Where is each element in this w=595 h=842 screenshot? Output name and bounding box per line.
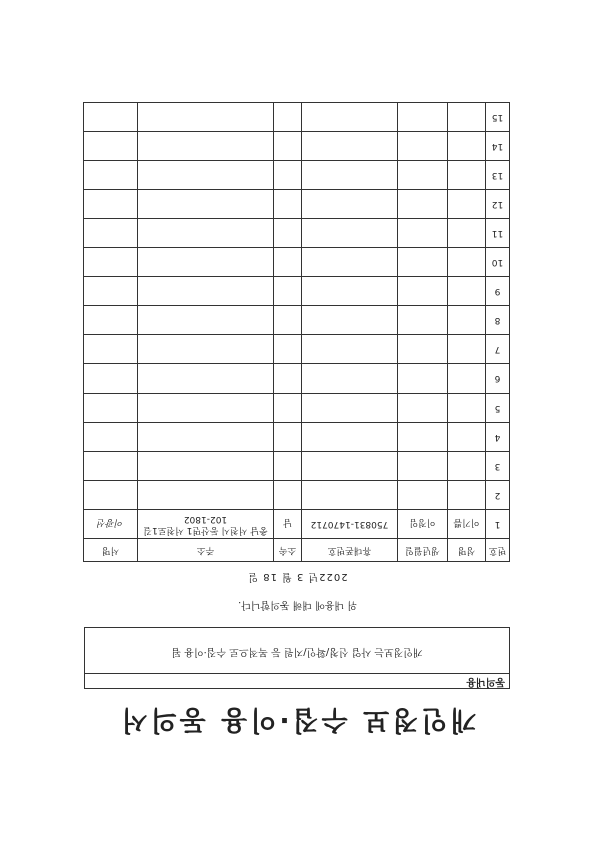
row-name — [448, 160, 486, 189]
row-name — [448, 248, 486, 277]
row-number: 8 — [486, 306, 510, 335]
row-phone — [302, 248, 398, 277]
row-phone — [302, 189, 398, 218]
row-signature — [84, 189, 138, 218]
row-name: 이기쁨 — [448, 509, 486, 538]
row-address — [138, 364, 274, 393]
row-name — [448, 393, 486, 422]
row-phone — [302, 451, 398, 480]
row-org — [274, 248, 302, 277]
row-birth — [398, 277, 448, 306]
row-phone — [302, 218, 398, 247]
table-row — [84, 189, 510, 218]
row-birth — [398, 451, 448, 480]
table-header-row — [84, 539, 510, 562]
table-row — [84, 248, 510, 277]
row-phone — [302, 393, 398, 422]
row-address — [138, 102, 274, 131]
table-row — [84, 277, 510, 306]
row-address — [138, 306, 274, 335]
row-signature — [84, 393, 138, 422]
row-org: 남 — [274, 509, 302, 538]
row-address — [138, 422, 274, 451]
row-number: 7 — [486, 335, 510, 364]
row-signature — [84, 277, 138, 306]
row-birth: 이정임 — [398, 509, 448, 538]
table-row — [84, 393, 510, 422]
row-name — [448, 306, 486, 335]
table-row — [84, 451, 510, 480]
table-body — [84, 102, 510, 538]
row-number: 13 — [486, 160, 510, 189]
row-birth — [398, 306, 448, 335]
row-org — [274, 131, 302, 160]
row-phone — [302, 480, 398, 509]
row-phone — [302, 131, 398, 160]
row-number: 12 — [486, 189, 510, 218]
header-org: 소속 — [274, 539, 302, 562]
row-birth — [398, 480, 448, 509]
row-signature: 이광선 — [84, 509, 138, 538]
row-org — [274, 393, 302, 422]
row-address — [138, 160, 274, 189]
row-org — [274, 160, 302, 189]
row-number: 3 — [486, 451, 510, 480]
row-address — [138, 335, 274, 364]
row-birth — [398, 248, 448, 277]
table-row — [84, 422, 510, 451]
row-birth — [398, 131, 448, 160]
table-row — [84, 102, 510, 131]
row-phone — [302, 102, 398, 131]
row-birth — [398, 102, 448, 131]
header-name: 성명 — [448, 539, 486, 562]
row-birth — [398, 160, 448, 189]
row-birth — [398, 335, 448, 364]
document-date: 2022년 3 월 18 일 — [247, 571, 348, 582]
table-row — [84, 364, 510, 393]
row-address — [138, 393, 274, 422]
table-row — [84, 306, 510, 335]
row-number: 6 — [486, 364, 510, 393]
row-address — [138, 451, 274, 480]
header-phone: 휴대폰번호 — [302, 539, 398, 562]
row-phone — [302, 364, 398, 393]
row-org — [274, 189, 302, 218]
row-name — [448, 189, 486, 218]
row-number: 5 — [486, 393, 510, 422]
row-birth — [398, 393, 448, 422]
table-row — [84, 335, 510, 364]
row-number: 9 — [486, 277, 510, 306]
row-number: 15 — [486, 102, 510, 131]
row-birth — [398, 364, 448, 393]
row-org — [274, 335, 302, 364]
header-address: 주소 — [138, 539, 274, 562]
consent-note: 위 내용에 대해 동의합니다. — [238, 599, 357, 610]
row-org — [274, 102, 302, 131]
document-title: 개인정보 수집·이용 동의서 — [118, 704, 477, 735]
table-row — [84, 160, 510, 189]
table-row — [84, 218, 510, 247]
table-row — [84, 131, 510, 160]
row-phone — [302, 306, 398, 335]
row-org — [274, 480, 302, 509]
row-birth — [398, 189, 448, 218]
row-org — [274, 277, 302, 306]
row-signature — [84, 131, 138, 160]
row-address — [138, 480, 274, 509]
row-number: 11 — [486, 218, 510, 247]
row-name — [448, 364, 486, 393]
row-name — [448, 131, 486, 160]
consent-text: 개인정보는 사업 신청/확인/지원 등 목적으로 수집·이용 됨 — [171, 646, 423, 657]
row-birth — [398, 218, 448, 247]
consent-header: 동의내용 — [85, 673, 509, 688]
row-address — [138, 277, 274, 306]
row-signature — [84, 160, 138, 189]
row-name — [448, 451, 486, 480]
consent-box — [84, 627, 510, 689]
row-number: 4 — [486, 422, 510, 451]
header-signature: 서명 — [84, 539, 138, 562]
header-number: 번호 — [486, 539, 510, 562]
table-row — [84, 480, 510, 509]
row-address — [138, 131, 274, 160]
row-signature — [84, 218, 138, 247]
row-number: 2 — [486, 480, 510, 509]
row-org — [274, 306, 302, 335]
row-number: 14 — [486, 131, 510, 160]
row-signature — [84, 248, 138, 277]
row-address — [138, 189, 274, 218]
row-name — [448, 422, 486, 451]
row-number: 1 — [486, 509, 510, 538]
row-address — [138, 218, 274, 247]
row-name — [448, 480, 486, 509]
table-row — [84, 509, 510, 538]
header-birth: 생년월일 — [398, 539, 448, 562]
row-signature — [84, 335, 138, 364]
row-phone — [302, 422, 398, 451]
row-name — [448, 277, 486, 306]
row-name — [448, 218, 486, 247]
row-phone — [302, 160, 398, 189]
roster-table — [83, 102, 510, 562]
row-signature — [84, 422, 138, 451]
row-signature — [84, 451, 138, 480]
row-address: 충남 서천시 동산면1 서천로1길 102-1802 — [138, 509, 274, 538]
row-birth — [398, 422, 448, 451]
row-signature — [84, 102, 138, 131]
row-org — [274, 422, 302, 451]
row-number: 10 — [486, 248, 510, 277]
row-phone — [302, 335, 398, 364]
row-signature — [84, 306, 138, 335]
row-org — [274, 451, 302, 480]
row-org — [274, 218, 302, 247]
row-name — [448, 335, 486, 364]
row-phone: 750831-1470712 — [302, 509, 398, 538]
row-org — [274, 364, 302, 393]
row-address — [138, 248, 274, 277]
row-phone — [302, 277, 398, 306]
row-signature — [84, 480, 138, 509]
row-name — [448, 102, 486, 131]
row-signature — [84, 364, 138, 393]
